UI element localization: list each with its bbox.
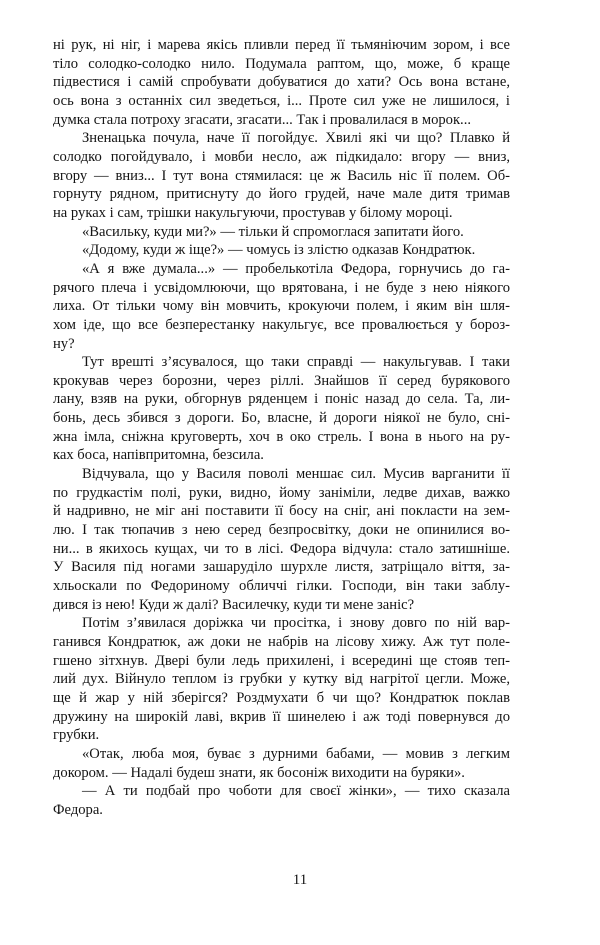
text-line: ось вона з останніх сил зведеться, і... Проте сил уже не лишилося, і	[53, 92, 510, 109]
text-line: Федора.	[53, 801, 103, 818]
text-line: хльоскали по Федориному обличчі гілки. Господи, він таки заблу-	[53, 578, 510, 595]
paragraph	[53, 465, 510, 614]
text-line: думка стала потроху згасати, згасати... Так і провалилася в морок...	[53, 111, 471, 128]
text-line: лий дух. Війнуло теплом із грубки у кутку від нагрітої цегли. Може,	[53, 671, 510, 688]
paragraph	[53, 782, 510, 819]
text-line: вгору — вниз... І тут вона стямилася: це ж Василь ніс її полем. Об-	[53, 167, 510, 184]
text-line: тіло солодко-солодко нило. Подумала раптом, що, може, б краще	[53, 55, 510, 72]
text-line: лю. І так тюпачив з нею серед безпросвітку, доки не опинилися во-	[53, 522, 510, 539]
text-line: жна імла, сніжна круговерть, хоч в око стрель. І вона в нього на ру-	[53, 428, 510, 445]
text-line: бонь, десь збився з дороги. Бо, власне, й дороги ніякої не було, сні-	[53, 410, 510, 427]
text-line: грубки.	[53, 727, 100, 744]
text-line: й надривно, не міг ані поставити її босу на сніг, ані покласти на зем-	[53, 503, 510, 520]
text-line: підвестися і самій спробувати добуватися до хати? Ось вона встане,	[53, 74, 510, 91]
text-line: Тут врешті з’ясувалося, що таки справді — накульгував. І таки	[82, 354, 510, 371]
text-line: лану, взяв на руки, обгорнув ряденцем і поніс назад до села. Та, ли-	[53, 391, 510, 408]
page-number: 11	[292, 872, 308, 888]
text-line: ганився Кондратюк, аж доки не набрів на лісову хижу. Аж тут поле-	[53, 634, 510, 650]
paragraph	[53, 745, 510, 782]
text-line: гшено зітхнув. Двері були ледь прихилені, і всередині ще стояв теп-	[53, 652, 510, 669]
text-line: дружину на широкій лаві, вкрив її шинелею і аж тоді повернувся до	[53, 708, 510, 725]
text-line: «Отак, люба моя, буває з дурними бабами, — мовив з легким	[82, 745, 510, 762]
text-line: Зненацька почула, наче її погойдує. Хвилі які чи що? Плавко й	[82, 130, 510, 147]
text-line: «Додому, куди ж іще?» — чомусь із злістю одказав Кондратюк.	[82, 242, 476, 259]
text-line: ні рук, ні ніг, і марева якісь пливли перед її тьмяніючим зором, і все	[53, 37, 510, 53]
text-line: «Васильку, куди ми?» — тільки й спромоглася запитати його.	[82, 223, 464, 240]
paragraph	[53, 260, 510, 353]
paragraph	[53, 129, 510, 222]
text-line: крокував через борозни, через ріллі. Знайшов її серед бурякового	[53, 372, 510, 389]
text-line: — А ти подбай про чоботи для своєї жінки», — тихо сказала	[82, 783, 510, 800]
text-line: по грудкастім полі, руки, видно, йому заніміли, ледве дихав, важко	[53, 484, 510, 501]
text-line: Потім з’явилася доріжка чи просітка, і знову довго по ній вар-	[82, 615, 510, 632]
paragraph	[53, 353, 510, 465]
text-line: лиха. От тільки чому він мовчить, крокуючи полем, і яким він шля-	[53, 298, 510, 315]
text-line: ках боса, напівпритомна, безсила.	[53, 447, 264, 464]
text-line: ну?	[53, 335, 75, 352]
page-text	[53, 36, 510, 820]
text-line: «А я вже думала...» — пробелькотіла Федора, горнучись до га-	[82, 260, 510, 277]
paragraph	[53, 241, 510, 260]
paragraph	[53, 36, 510, 129]
text-line: хом іде, що все безперестанку накульгує, все провалюється у бороз-	[53, 316, 510, 333]
text-line: солодко погойдувало, і мовби несло, аж підкидало: вгору — вниз,	[53, 148, 510, 165]
text-line: ще й жар у ній зберігся? Роздмухати б чи що? Кондратюк поклав	[53, 689, 510, 706]
paragraph	[53, 223, 510, 242]
text-line: ни... в якихось кущах, чи то в лісі. Федора відчула: стало затишніше.	[53, 540, 510, 557]
paragraph	[53, 614, 510, 745]
text-line: У Василя під ногами зашаруділо шурхле листя, затріщало віття, за-	[53, 559, 510, 576]
text-line: докором. — Надалі будеш знати, як босоніж виходити на буряки».	[53, 764, 465, 781]
text-line: дився із нею! Куди ж далі? Василечку, куди ти мене заніс?	[53, 596, 415, 613]
text-line: Відчувала, що у Василя поволі меншає сил. Мусив варганити її	[82, 466, 510, 483]
text-line: горнуту рядном, притиснуту до його грудей, наче мале дитя тримав	[53, 186, 510, 203]
text-line: на руках і сам, трішки накульгуючи, простував у білому мороці.	[53, 204, 453, 221]
text-line: рячого плеча і усвідомлюючи, що врятована, і не буде з нею ніякого	[53, 279, 510, 296]
